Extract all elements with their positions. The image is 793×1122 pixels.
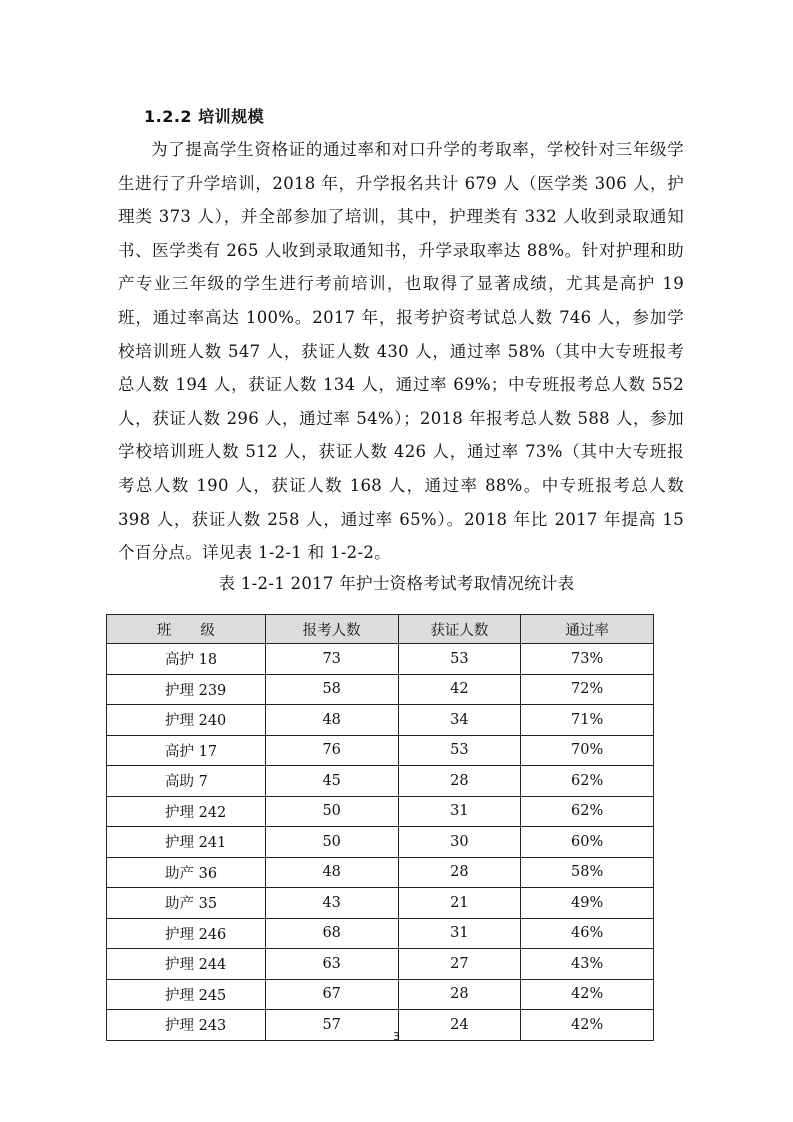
cell-applicants: 45 [265, 766, 398, 797]
exam-stats-table [106, 614, 654, 1041]
table-row [107, 888, 654, 919]
table-row [107, 705, 654, 736]
cell-certified: 53 [398, 735, 521, 766]
cell-class: 护理 244 [107, 949, 266, 980]
cell-certified: 21 [398, 888, 521, 919]
header-applicants: 报考人数 [265, 615, 398, 644]
cell-applicants: 73 [265, 644, 398, 675]
cell-applicants: 48 [265, 857, 398, 888]
table-row [107, 949, 654, 980]
table-row [107, 766, 654, 797]
body-paragraph: 为了提高学生资格证的通过率和对口升学的考取率，学校针对三年级学生进行了升学培训，2018 年，升学报名共计 679 人（医学类 306 人，护理类 373 人），并全部参加了培训，其中，护理类有 332 人收到录取通知书、医学类有 265 人收到录取通知书，升学录取率达 88%。针对护理和助产专业三年级的学生进行考前培训，也取得了显著成绩，尤其是高护 19 班，通过率高达 100%。2017 年，报考护资考试总人数 746 人，参加学校培训班人数 547 人，获证人数 430 人，通过率 58%（其中大专班报考总人数 194 人，获证人数 134 人，通过率 69%；中专班报考总人数 552 人，获证人数 296 人，通过率 54%）；2018 年报考总人数 588 人，参加学校培训班人数 512 人，获证人数 426 人，通过率 73%（其中大专班报考总人数 190 人，获证人数 168 人，通过率 88%。中专班报考总人数 398 人，获证人数 258 人，通过率 65%）。2018 年比 2017 年提高 15 个百分点。详见表 1-2-1 和 1-2-2。 [118, 140, 684, 563]
cell-certified: 53 [398, 644, 521, 675]
cell-class: 护理 246 [107, 918, 266, 949]
cell-class: 高护 18 [107, 644, 266, 675]
table-row [107, 674, 654, 705]
cell-pass-rate: 73% [521, 644, 654, 675]
cell-pass-rate: 49% [521, 888, 654, 919]
cell-pass-rate: 72% [521, 674, 654, 705]
cell-class: 助产 36 [107, 857, 266, 888]
cell-pass-rate: 71% [521, 705, 654, 736]
cell-applicants: 57 [265, 1010, 398, 1041]
cell-certified: 24 [398, 1010, 521, 1041]
cell-pass-rate: 70% [521, 735, 654, 766]
table-row [107, 918, 654, 949]
cell-certified: 31 [398, 918, 521, 949]
table-body [107, 644, 654, 1041]
cell-applicants: 58 [265, 674, 398, 705]
cell-class: 护理 241 [107, 827, 266, 858]
cell-class: 高护 17 [107, 735, 266, 766]
cell-pass-rate: 62% [521, 766, 654, 797]
cell-applicants: 63 [265, 949, 398, 980]
table-row [107, 644, 654, 675]
table-row [107, 796, 654, 827]
cell-pass-rate: 62% [521, 796, 654, 827]
cell-class: 护理 240 [107, 705, 266, 736]
cell-class: 护理 245 [107, 979, 266, 1010]
cell-certified: 34 [398, 705, 521, 736]
cell-class: 高助 7 [107, 766, 266, 797]
cell-certified: 28 [398, 979, 521, 1010]
header-class: 班 级 [107, 615, 266, 644]
table-row [107, 857, 654, 888]
table-row [107, 735, 654, 766]
table-row [107, 827, 654, 858]
cell-applicants: 68 [265, 918, 398, 949]
section-heading: 1.2.2 培训规模 [144, 107, 265, 126]
table-row [107, 979, 654, 1010]
cell-pass-rate: 43% [521, 949, 654, 980]
table-caption: 表 1-2-1 2017 年护士资格考试考取情况统计表 [218, 574, 575, 593]
cell-applicants: 43 [265, 888, 398, 919]
cell-certified: 28 [398, 857, 521, 888]
cell-applicants: 50 [265, 827, 398, 858]
cell-pass-rate: 60% [521, 827, 654, 858]
cell-certified: 42 [398, 674, 521, 705]
cell-applicants: 48 [265, 705, 398, 736]
cell-certified: 31 [398, 796, 521, 827]
page-number: 3 [393, 1030, 400, 1043]
table-header-row [107, 615, 654, 644]
cell-certified: 28 [398, 766, 521, 797]
cell-applicants: 76 [265, 735, 398, 766]
cell-pass-rate: 42% [521, 979, 654, 1010]
cell-class: 护理 243 [107, 1010, 266, 1041]
cell-class: 助产 35 [107, 888, 266, 919]
header-pass-rate: 通过率 [521, 615, 654, 644]
cell-pass-rate: 46% [521, 918, 654, 949]
cell-pass-rate: 42% [521, 1010, 654, 1041]
cell-class: 护理 239 [107, 674, 266, 705]
cell-applicants: 50 [265, 796, 398, 827]
cell-applicants: 67 [265, 979, 398, 1010]
cell-class: 护理 242 [107, 796, 266, 827]
header-certified: 获证人数 [398, 615, 521, 644]
cell-certified: 27 [398, 949, 521, 980]
cell-pass-rate: 58% [521, 857, 654, 888]
cell-certified: 30 [398, 827, 521, 858]
